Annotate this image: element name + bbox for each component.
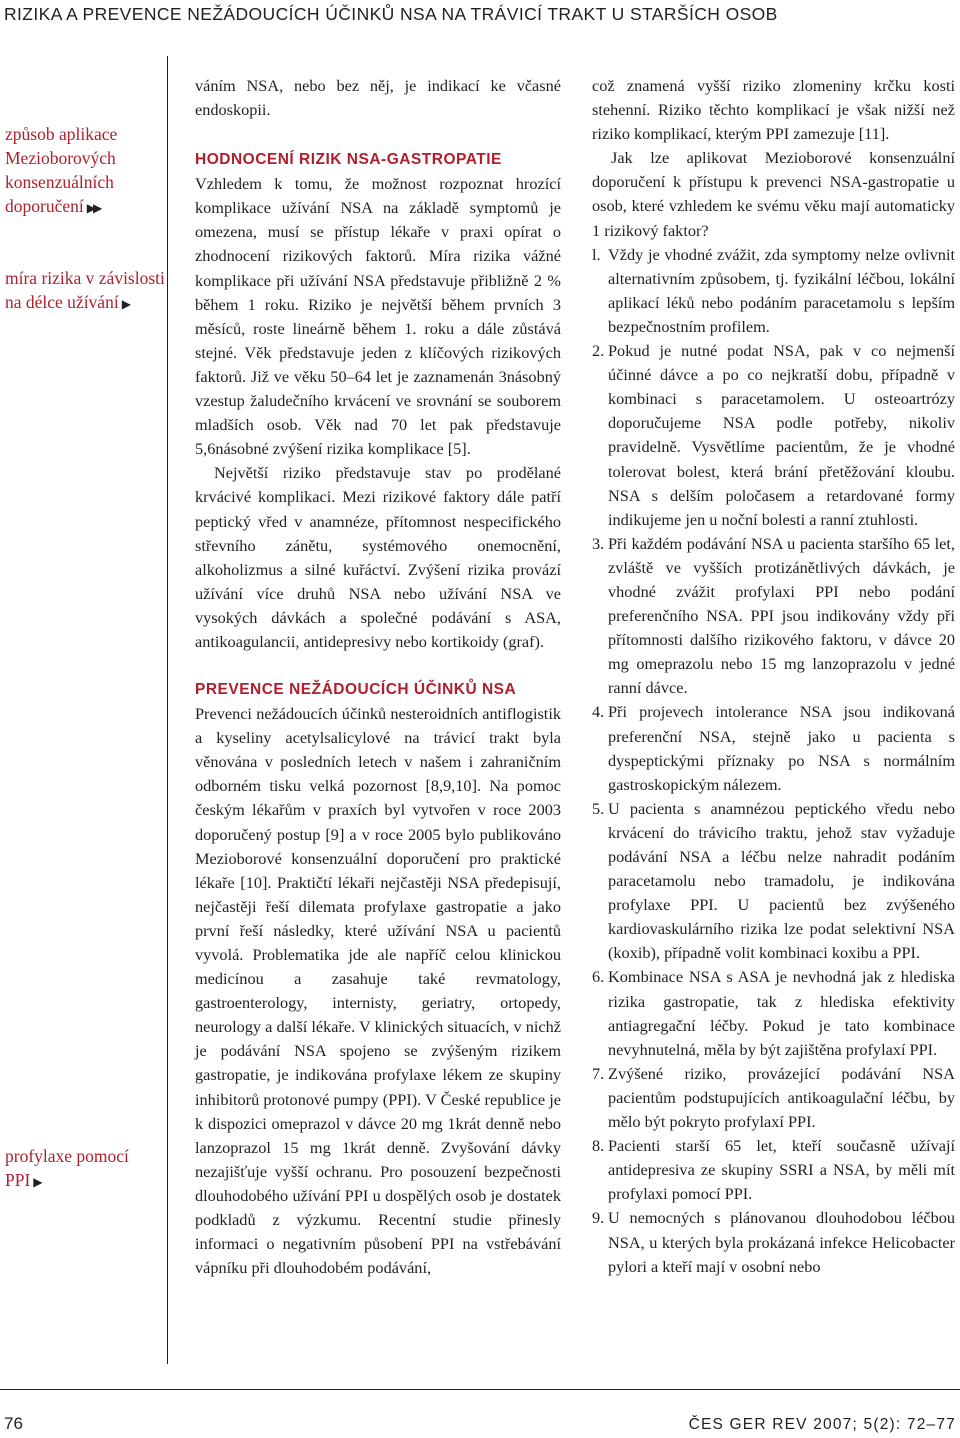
page-number: 76 bbox=[4, 1414, 23, 1433]
list-text: Vždy je vhodné zvážit, zda symptomy nelze ovlivnit alternativním způsobem, tj. fyzikální léčbou, lokální aplikací léků nebo podáním paracetamolu s lepším bezpečnostním profilem. bbox=[608, 244, 955, 336]
triangle-right-icon: ▶ bbox=[121, 297, 131, 311]
list-item bbox=[592, 797, 955, 966]
margin-note-application bbox=[5, 122, 165, 220]
list-item bbox=[592, 532, 955, 701]
list-number: 2. bbox=[592, 341, 605, 361]
margin-note-text: profylaxe pomocí PPI bbox=[5, 1146, 129, 1190]
list-text: Při projevech intolerance NSA jsou indikovaná preferenční NSA, stejně jako u pacienta s dyspeptickými příznaky po NSA s normálním gastroskopickým nálezem. bbox=[608, 702, 955, 794]
list-number: l. bbox=[592, 244, 601, 264]
journal-citation: ČES GER REV 2007; 5(2): 72–77 bbox=[688, 1416, 956, 1433]
list-number: 9. bbox=[592, 1208, 605, 1228]
section-heading-prevention: PREVENCE NEŽÁDOUCÍCH ÚČINKŮ NSA bbox=[195, 681, 517, 699]
list-item bbox=[592, 1206, 955, 1278]
margin-note-risk bbox=[5, 266, 165, 316]
paragraph: Prevenci nežádoucích účinků nesteroidních antiflogistik a kyseliny acetylsalicylové na trávicí trakt byla věnována v posledních letech v našem i zahraničním odborném tisku velká pozornost [8,9,10]. Na pomoc českým lékařům v praxích byl vytvořen v roce 2003 doporučený postup [9] a v roce 2005 bylo publikováno Mezioborové konsenzuální doporučení pro praktické lékaře [10]. Praktičtí lékaři nejčastěji NSA předepisují, nejčastěji řeší dilemata profylaxe gastropatie a jako první řeší následky, které užívání NSA u pacientů vyvolá. Problematika jde ale napříč celou klinickou medicínou a zasahuje také revmatology, gastroenterology, internisty, geriatry, ortopedy, neurology a další lékaře. V klinických situacích, v nichž je podávání NSA spojeno se zvýšeným rizikem gastropatie, je indikována profylaxe lékem ze skupiny inhibitorů protonové pumpy (PPI). V České republice je k dispozici omeprazol v dávce 20 mg 1krát denně nebo lanzoprazol 15 mg 1krát denně. Zvyšování dávky nezajišťuje vyšší ochranu. Pro posouzení bezpečnosti dlouhodobého užívání PPI u dospělých osob je dostatek podkladů z výzkumu. Recentní studie přinesly informaci o negativním působení PPI na vstřebávání vápníku při dlouhodobém podávání, bbox=[195, 704, 561, 1278]
paragraph: Největší riziko představuje stav po prodělané krvácivé komplikaci. Mezi rizikové faktory dále patří peptický vřed v anamnéze, přítomnost nespecifického střevního zánětu, systémového onemocnění, alkoholizmus a silné kuřáctví. Zvýšení rizika provází užívání více druhů NSA nebo užívání NSA ve vysokých dávkách a společné podávání s ASA, antikoagulancii, antidepresivy nebo kortikoidy (graf). bbox=[195, 463, 561, 651]
paragraph: Vzhledem k tomu, že možnost rozpoznat hrozící komplikace užívání NSA na základě symptomů je omezena, musí se přístup lékaře v praxi opírat o zhodnocení rizikových faktorů. Míra rizika vážné komplikace při užívání NSA představuje přibližně 2 % během 1 roku. Riziko je největší během prvních 3 měsíců, roste lineárně během 1. roku a dále zůstává stejné. Věk představuje jeden z klíčových rizikových faktorů. Již ve věku 50–64 let je zaznamenán 3násobný vzestup žaludečního krvácení ve srovnání se souborem mladších osob. Věk nad 70 let pak představuje 5,6násobné zvýšení rizika komplikace [5]. bbox=[195, 174, 561, 459]
triangle-right-icon: ▶ bbox=[33, 1175, 43, 1189]
running-head: RIZIKA A PREVENCE NEŽÁDOUCÍCH ÚČINKŮ NSA NA TRÁVICÍ TRAKT U STARŠÍCH OSOB bbox=[4, 4, 778, 24]
list-item bbox=[592, 1062, 955, 1134]
list-item bbox=[592, 339, 955, 532]
list-item bbox=[592, 1134, 955, 1206]
continuation-paragraph: což znamená vyšší riziko zlomeniny krčku kosti stehenní. Riziko těchto komplikací je však nižší než riziko komplikací, kterým PPI zamezuje [11]. bbox=[592, 76, 955, 144]
right-column bbox=[592, 74, 955, 1279]
section-heading-risk-assessment: HODNOCENÍ RIZIK NSA-GASTROPATIE bbox=[195, 151, 502, 169]
question-paragraph: Jak lze aplikovat Mezioborové konsenzuální doporučení k přístupu k prevenci NSA-gastropatie u osob, které vzhledem ke svému věku mají automaticky 1 rizikový faktor? bbox=[592, 148, 955, 240]
margin-note-text: míra rizika v závislosti na délce užívání bbox=[5, 268, 165, 312]
margin-note-text: způsob aplikace Mezioborových konsenzuálních doporučení bbox=[5, 124, 118, 216]
double-chevron-icon: ▶▶ bbox=[86, 201, 100, 215]
list-text: U pacienta s anamnézou peptického vředu nebo krvácení do trávicího traktu, jehož stav vyžaduje podávání NSA a léčbu nelze nahradit podáním paracetamolu nebo tramadolu, je indikována profylaxe PPI. U pacientů bez zvýšeného kardiovaskulárního rizika lze podat selektivní NSA (koxib), případně volit kombinaci koxibu a PPI. bbox=[608, 798, 955, 963]
list-text: Pokud je nutné podat NSA, pak v co nejmenší účinné dávce a po co nejkratší dobu, případně v kombinaci s paracetamolem. U osteoartrózy doporučujeme NSA podle potřeby, nikoliv pravidelně. Vysvětlíme pacientům, že je vhodné tolerovat bolest, která brání přetěžování kloubu. NSA s delším poločasem a retardované formy indikujeme jen u noční bolesti a ranní ztuhlosti. bbox=[608, 341, 955, 529]
list-number: 5. bbox=[592, 798, 605, 818]
list-item bbox=[592, 965, 955, 1061]
middle-column bbox=[195, 74, 561, 1280]
recommendations-list bbox=[592, 243, 955, 1279]
intro-paragraph: váním NSA, nebo bez něj, je indikací ke včasné endoskopii. bbox=[195, 76, 561, 120]
column-divider bbox=[167, 56, 168, 1364]
list-text: Při každém podávání NSA u pacienta staršího 65 let, zvláště ve vyšších protizánětlivých dávkách, je vhodné zvážit profylaxi PPI nebo podání preferenčního NSA. PPI jsou indikovány vždy při přítomnosti dalšího rizikového faktoru, v dávce 20 mg omeprazolu nebo 15 mg lanzoprazolu v jedné ranní dávce. bbox=[608, 533, 955, 698]
list-text: Zvýšené riziko, provázející podávání NSA pacientům podstupujících antikoagulační léčbu, by mělo být pokryto profylaxí PPI. bbox=[608, 1063, 955, 1132]
list-text: Pacienti starší 65 let, kteří současně užívají antidepresiva ze skupiny SSRI a NSA, by měli mít profylaxi pomocí PPI. bbox=[608, 1136, 955, 1204]
list-number: 6. bbox=[592, 967, 605, 987]
list-text: Kombinace NSA s ASA je nevhodná jak z hlediska rizika gastropatie, tak z hlediska efektivity antiagregační léčby. Pokud je tato kombinace nevyhnutelná, měla by být zajištěna profylaxí PPI. bbox=[608, 967, 955, 1059]
list-number: 7. bbox=[592, 1063, 605, 1083]
list-item bbox=[592, 243, 955, 339]
margin-note-ppi bbox=[5, 1144, 165, 1194]
list-number: 3. bbox=[592, 533, 605, 553]
list-number: 8. bbox=[592, 1136, 605, 1156]
list-text: U nemocných s plánovanou dlouhodobou léčbou NSA, u kterých byla prokázaná infekce Helicobacter pylori a kteří mají v osobní nebo bbox=[608, 1208, 955, 1276]
list-item bbox=[592, 700, 955, 796]
footer-rule bbox=[0, 1389, 960, 1390]
list-number: 4. bbox=[592, 702, 605, 722]
